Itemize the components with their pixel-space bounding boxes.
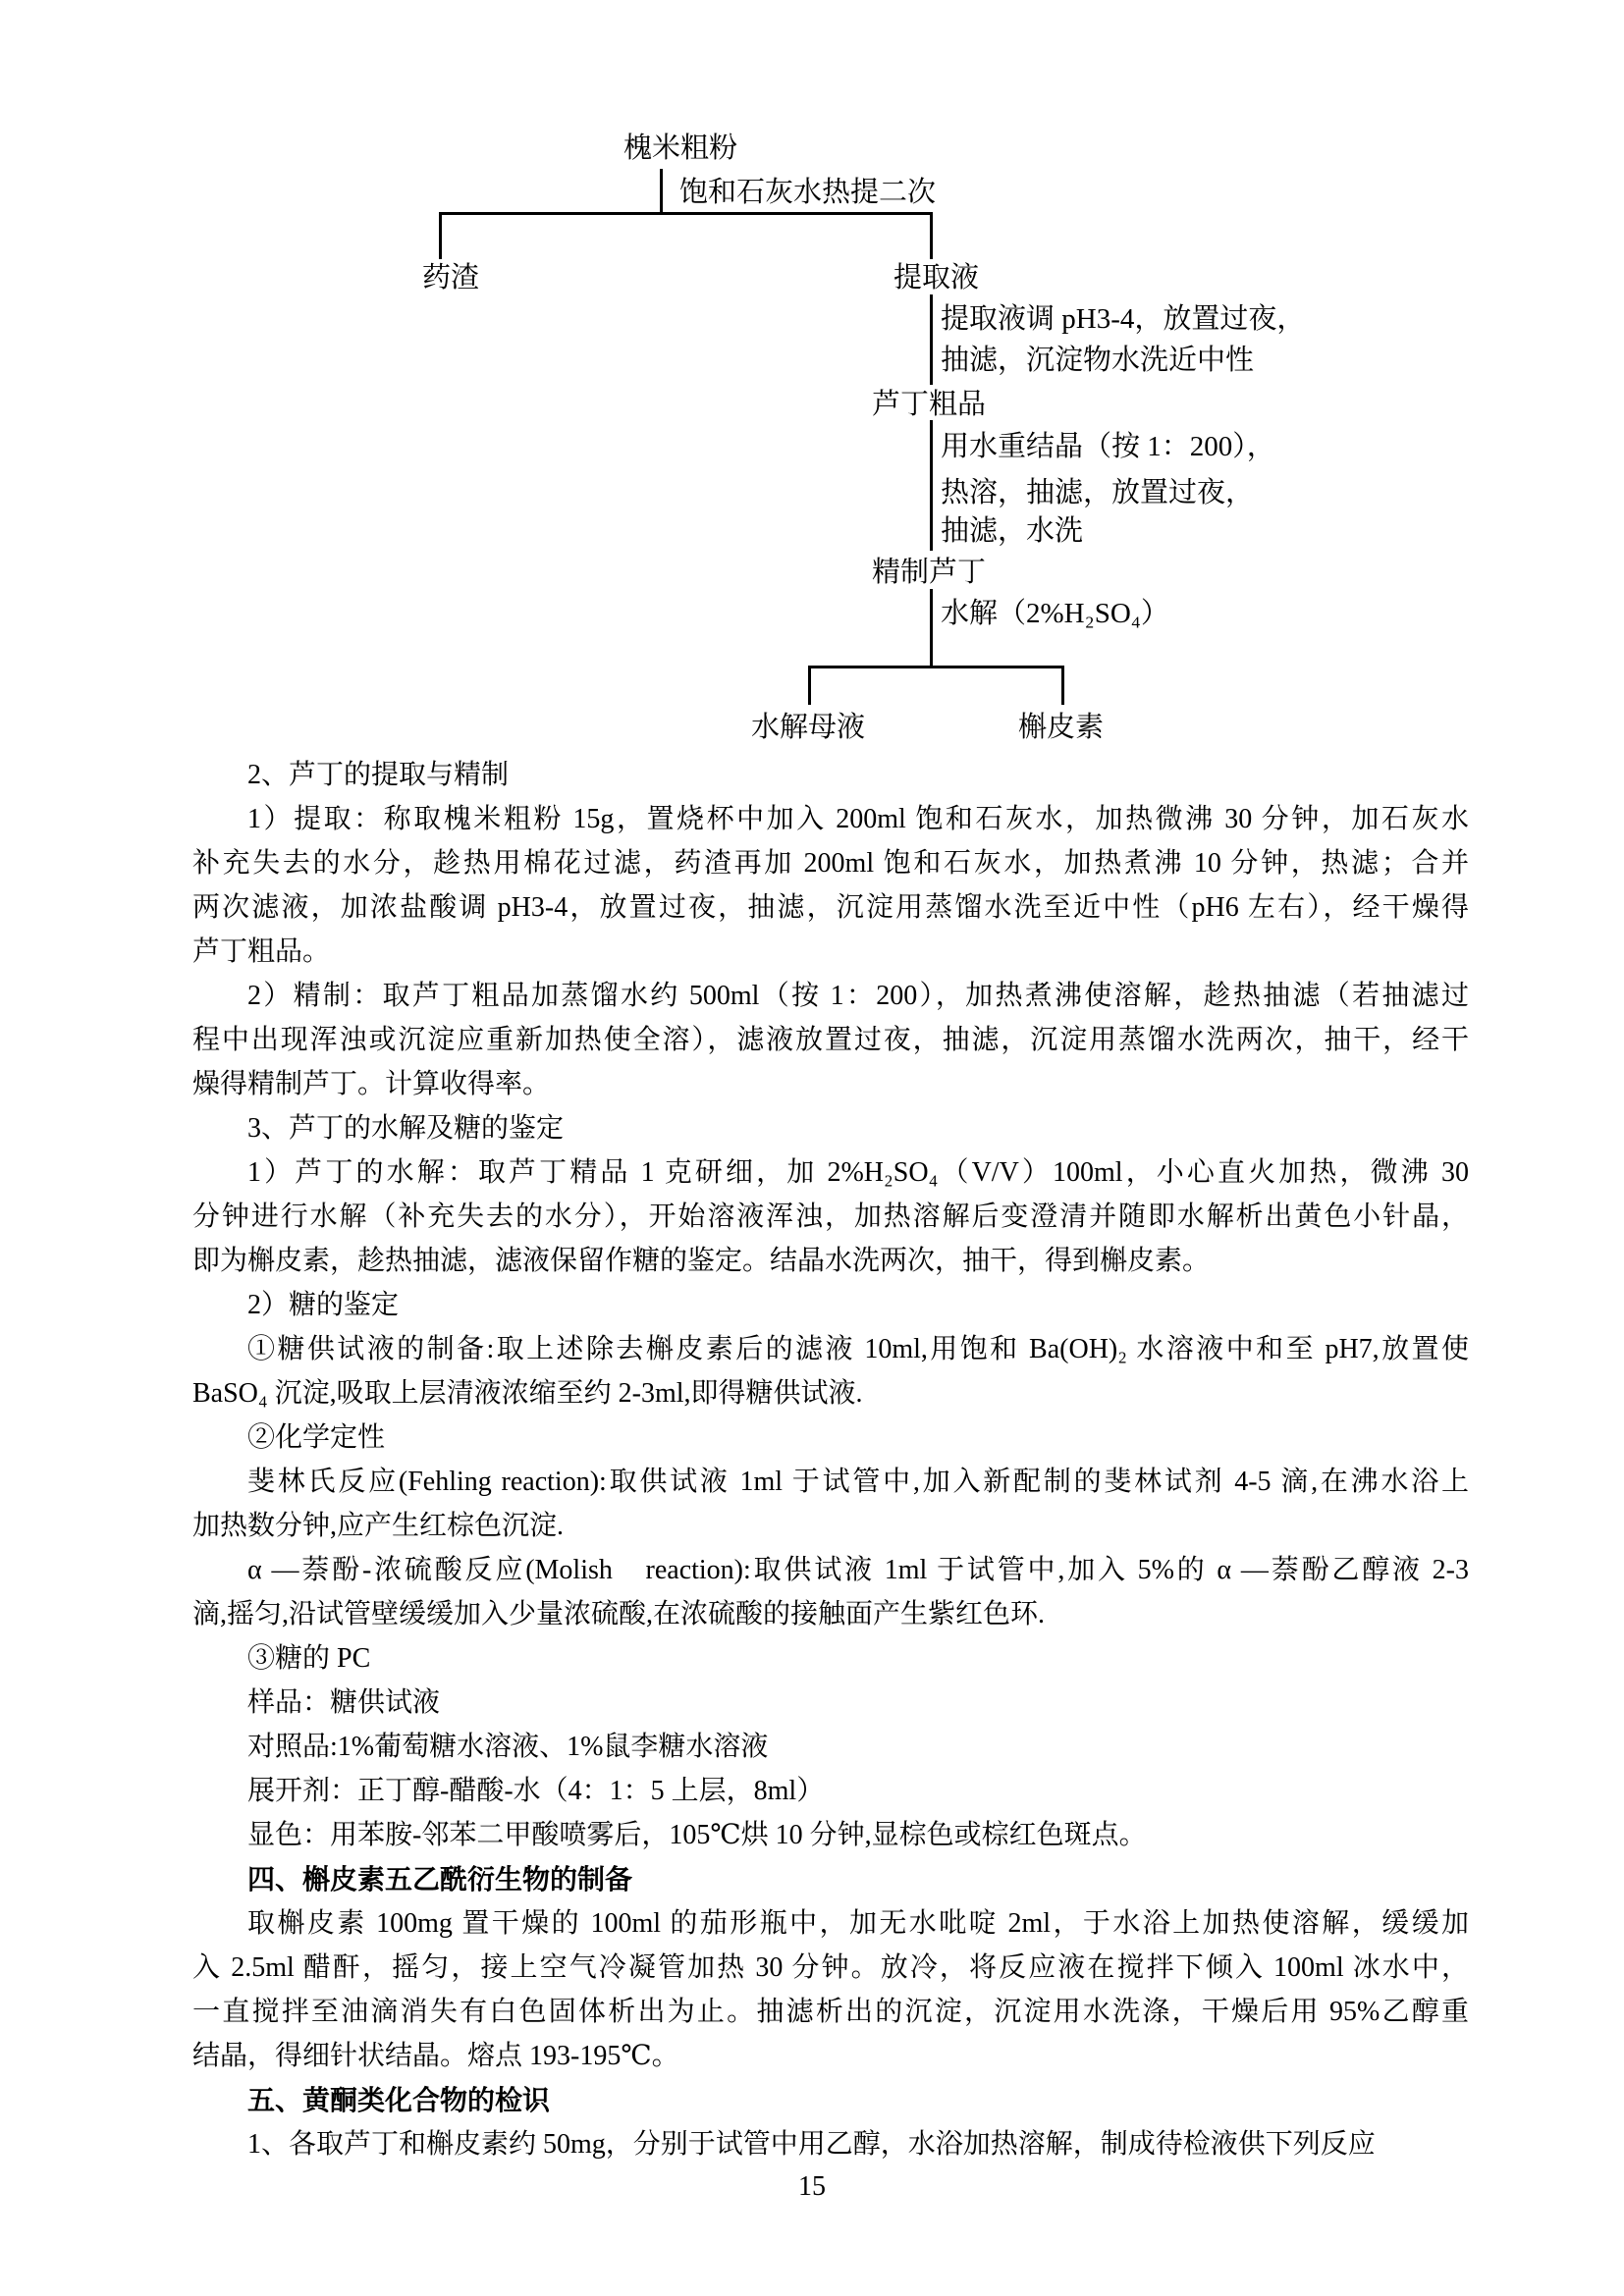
text-line: 样品：糖供试液 [247, 1687, 441, 1718]
flow-node-extract-liquid: 提取液 [893, 262, 980, 294]
text-line: 1）芦丁的水解：取芦丁精品 1 克研细，加 2%H₂SO₄（V/V）100ml，小心直火加热，微沸 30 [247, 1157, 1469, 1188]
text-line: 两次滤液，加浓盐酸调 pH3-4，放置过夜，抽滤，沉淀用蒸馏水洗至近中性（pH6 左右），经干燥得 [192, 892, 1469, 923]
text-line: 程中出现浑浊或沉淀应重新加热使全溶），滤液放置过夜，抽滤，沉淀用蒸馏水洗两次，抽干，经干 [192, 1025, 1469, 1055]
text-line: 2）糖的鉴定 [247, 1290, 400, 1320]
flow-ann-recrystallize-2: 热溶，抽滤，放置过夜， [941, 477, 1255, 508]
flow-node-residue: 药渣 [422, 262, 480, 294]
text-line: ①糖供试液的制备:取上述除去槲皮素后的滤液 10ml,用饱和 Ba(OH)₂ 水溶液中和至 pH7,放置使 [247, 1334, 1469, 1364]
text-line: 1、各取芦丁和槲皮素约 50mg，分别于试管中用乙醇，水浴加热溶解，制成待检液供下列反应 [247, 2129, 1376, 2160]
section-heading-5: 五、黄酮类化合物的检识 [247, 2085, 551, 2115]
text-line: 3、芦丁的水解及糖的鉴定 [247, 1113, 565, 1144]
flow-line-right-drop [930, 212, 933, 259]
flow-node-crude-rutin: 芦丁粗品 [872, 389, 987, 420]
flow-node-refined-rutin: 精制芦丁 [872, 557, 987, 588]
text-line: 一直搅拌至油滴消失有白色固体析出为止。抽滤析出的沉淀，沉淀用水洗涤，干燥后用 95%乙醇重 [192, 1997, 1469, 2027]
text-line: BaSO₄ 沉淀,吸取上层清液浓缩至约 2-3ml,即得糖供试液. [192, 1378, 863, 1409]
text-line: 取槲皮素 100mg 置干燥的 100ml 的茄形瓶中，加无水吡啶 2ml，于水浴上加热使溶解，缓缓加 [247, 1908, 1469, 1939]
body-text [192, 753, 1469, 2166]
flow-ann-ph-adjust-2: 抽滤，沉淀物水洗近中性 [941, 345, 1255, 376]
text-line: 加热数分钟,应产生红棕色沉淀. [192, 1511, 565, 1541]
text-line: α —萘酚-浓硫酸反应(Molish reaction):取供试液 1ml 于试管中,加入 5%的 α —萘酚乙醇液 2-3 [247, 1555, 1469, 1585]
flow-ann-ph-adjust-1: 提取液调 pH3-4，放置过夜， [941, 303, 1306, 335]
flow-branch-line-top [439, 212, 933, 215]
flow-ann-recrystallize-3: 抽滤，水洗 [941, 515, 1084, 547]
flow-line-hydrolysis-step [930, 589, 933, 667]
text-line: 2、芦丁的提取与精制 [247, 760, 510, 790]
flow-node-quercetin: 槲皮素 [1018, 712, 1105, 743]
flow-node-mother-liquor: 水解母液 [751, 712, 866, 743]
flow-ann-hydrolysis: 水解（2%H₂SO₄） [941, 598, 1169, 629]
text-line: 斐林氏反应(Fehling reaction):取供试液 1ml 于试管中,加入新配制的斐林试剂 4-5 滴,在沸水浴上 [247, 1467, 1469, 1497]
text-line: 滴,摇匀,沿试管壁缓缓加入少量浓硫酸,在浓硫酸的接触面产生紫红色环. [192, 1599, 1046, 1629]
page-number: 15 [798, 2171, 826, 2202]
text-line: 对照品:1%葡萄糖水溶液、1%鼠李糖水溶液 [247, 1732, 769, 1762]
text-line: 燥得精制芦丁。计算收得率。 [192, 1069, 551, 1099]
flow-line-bottom-right-drop [1061, 666, 1064, 705]
flow-line-left-drop [439, 212, 442, 259]
flow-line-extract-step [930, 294, 933, 385]
text-line: 入 2.5ml 醋酐，摇匀，接上空气冷凝管加热 30 分钟。放冷，将反应液在搅拌下倾入 100ml 冰水中， [192, 1952, 1469, 1983]
flow-branch-line-bottom [808, 666, 1064, 668]
text-line: 1）提取：称取槐米粗粉 15g，置烧杯中加入 200ml 饱和石灰水，加热微沸 30 分钟，加石灰水 [247, 804, 1469, 834]
text-line: 结晶，得细针状结晶。熔点 193-195℃。 [192, 2041, 679, 2071]
text-line: ②化学定性 [247, 1422, 386, 1453]
section-heading-4: 四、槲皮素五乙酰衍生物的制备 [247, 1864, 633, 1895]
text-line: 展开剂：正丁醇-醋酸-水（4：1：5 上层，8ml） [247, 1776, 825, 1806]
text-line: 补充失去的水分，趁热用棉花过滤，药渣再加 200ml 饱和石灰水，加热煮沸 10 分钟，热滤；合并 [192, 848, 1469, 879]
flow-ann-recrystallize-1: 用水重结晶（按 1：200）， [941, 431, 1275, 462]
text-line: 即为槲皮素，趁热抽滤，滤液保留作糖的鉴定。结晶水洗两次，抽干，得到槲皮素。 [192, 1246, 1211, 1276]
extraction-flowchart [0, 0, 1624, 756]
text-line: 2）精制：取芦丁粗品加蒸馏水约 500ml（按 1：200），加热煮沸使溶解，趁热抽滤（若抽滤过 [247, 981, 1469, 1011]
text-line: ③糖的 PC [247, 1643, 371, 1674]
flow-step-extract-label: 饱和石灰水热提二次 [679, 177, 937, 208]
text-line: 显色：用苯胺-邻苯二甲酸喷雾后，105℃烘 10 分钟,显棕色或棕红色斑点。 [247, 1820, 1147, 1850]
text-line: 分钟进行水解（补充失去的水分），开始溶液浑浊，加热溶解后变澄清并随即水解析出黄色小针晶， [192, 1201, 1469, 1232]
flow-node-start: 槐米粗粉 [623, 133, 738, 164]
flow-line-stem [660, 169, 663, 214]
flow-line-bottom-left-drop [808, 666, 811, 705]
flow-line-recrystallize-step [930, 420, 933, 551]
text-line: 芦丁粗品。 [192, 936, 331, 967]
